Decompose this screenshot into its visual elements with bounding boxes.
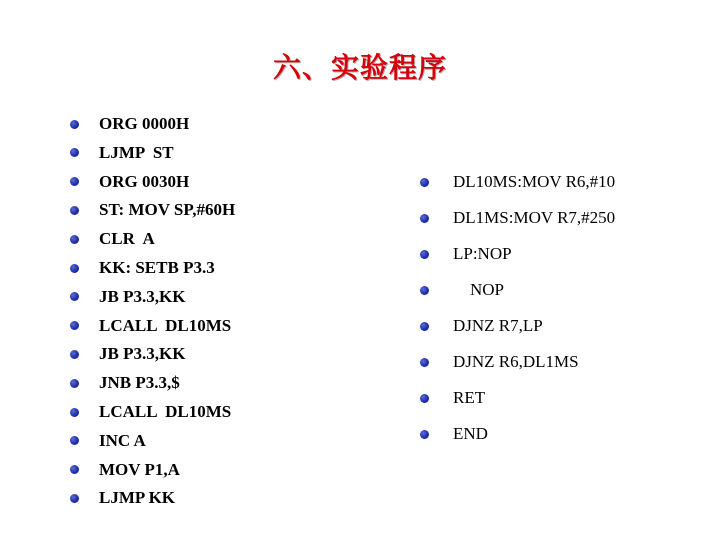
bullet-icon bbox=[70, 436, 79, 445]
program-listing-right bbox=[420, 164, 615, 452]
code-text: KK: SETB P3.3 bbox=[99, 257, 215, 277]
program-listing-left bbox=[70, 110, 235, 513]
code-line bbox=[70, 484, 235, 513]
code-line bbox=[70, 369, 235, 398]
bullet-icon bbox=[420, 358, 429, 367]
bullet-icon bbox=[70, 408, 79, 417]
bullet-icon bbox=[70, 206, 79, 215]
bullet-icon bbox=[70, 264, 79, 273]
code-text: LCALL DL10MS bbox=[99, 401, 232, 421]
code-line bbox=[70, 196, 235, 225]
code-text: MOV P1,A bbox=[99, 459, 180, 479]
code-text: LJMP KK bbox=[99, 488, 176, 508]
code-text: NOP bbox=[453, 280, 505, 299]
bullet-icon bbox=[70, 494, 79, 503]
code-text: LJMP ST bbox=[99, 142, 174, 162]
code-line bbox=[70, 427, 235, 456]
code-text: DJNZ R7,LP bbox=[453, 316, 543, 335]
code-text: RET bbox=[453, 388, 486, 407]
bullet-icon bbox=[420, 178, 429, 187]
code-line bbox=[70, 312, 235, 341]
code-line bbox=[70, 254, 235, 283]
code-line bbox=[70, 168, 235, 197]
code-line bbox=[420, 416, 615, 452]
bullet-icon bbox=[420, 322, 429, 331]
code-line bbox=[420, 164, 615, 200]
code-line bbox=[70, 225, 235, 254]
code-line bbox=[70, 283, 235, 312]
code-text: ORG 0000H bbox=[99, 114, 190, 133]
bullet-icon bbox=[70, 120, 79, 129]
bullet-icon bbox=[70, 321, 79, 330]
code-line bbox=[70, 139, 235, 168]
code-line bbox=[420, 272, 615, 308]
code-line bbox=[70, 456, 235, 485]
code-text: LP:NOP bbox=[453, 244, 512, 263]
code-line bbox=[420, 236, 615, 272]
bullet-icon bbox=[420, 214, 429, 223]
bullet-icon bbox=[420, 286, 429, 295]
bullet-icon bbox=[70, 177, 79, 186]
code-line bbox=[420, 200, 615, 236]
bullet-icon bbox=[70, 379, 79, 388]
code-text: JB P3.3,KK bbox=[99, 344, 186, 364]
bullet-icon bbox=[420, 250, 429, 259]
code-line bbox=[70, 398, 235, 427]
slide-title: 六、实验程序 bbox=[272, 51, 447, 84]
code-text: DJNZ R6,DL1MS bbox=[453, 352, 579, 371]
code-text: JB P3.3,KK bbox=[99, 286, 186, 306]
code-text: CLR A bbox=[99, 229, 155, 249]
bullet-icon bbox=[420, 430, 429, 439]
bullet-icon bbox=[70, 235, 79, 244]
bullet-icon bbox=[70, 465, 79, 474]
code-line bbox=[420, 308, 615, 344]
code-text: LCALL DL10MS bbox=[99, 315, 232, 335]
bullet-icon bbox=[420, 394, 429, 403]
code-line bbox=[70, 110, 235, 139]
code-line bbox=[70, 340, 235, 369]
code-text: DL1MS:MOV R7,#250 bbox=[453, 208, 616, 227]
bullet-icon bbox=[70, 350, 79, 359]
code-text: ST: MOV SP,#60H bbox=[99, 200, 236, 220]
code-line bbox=[420, 344, 615, 380]
code-text: END bbox=[453, 424, 488, 443]
bullet-icon bbox=[70, 292, 79, 301]
code-text: JNB P3.3,$ bbox=[99, 373, 180, 393]
code-text: DL10MS:MOV R6,#10 bbox=[453, 172, 616, 191]
code-line bbox=[420, 380, 615, 416]
bullet-icon bbox=[70, 148, 79, 157]
code-text: ORG 0030H bbox=[99, 171, 190, 191]
code-text: INC A bbox=[99, 430, 146, 450]
